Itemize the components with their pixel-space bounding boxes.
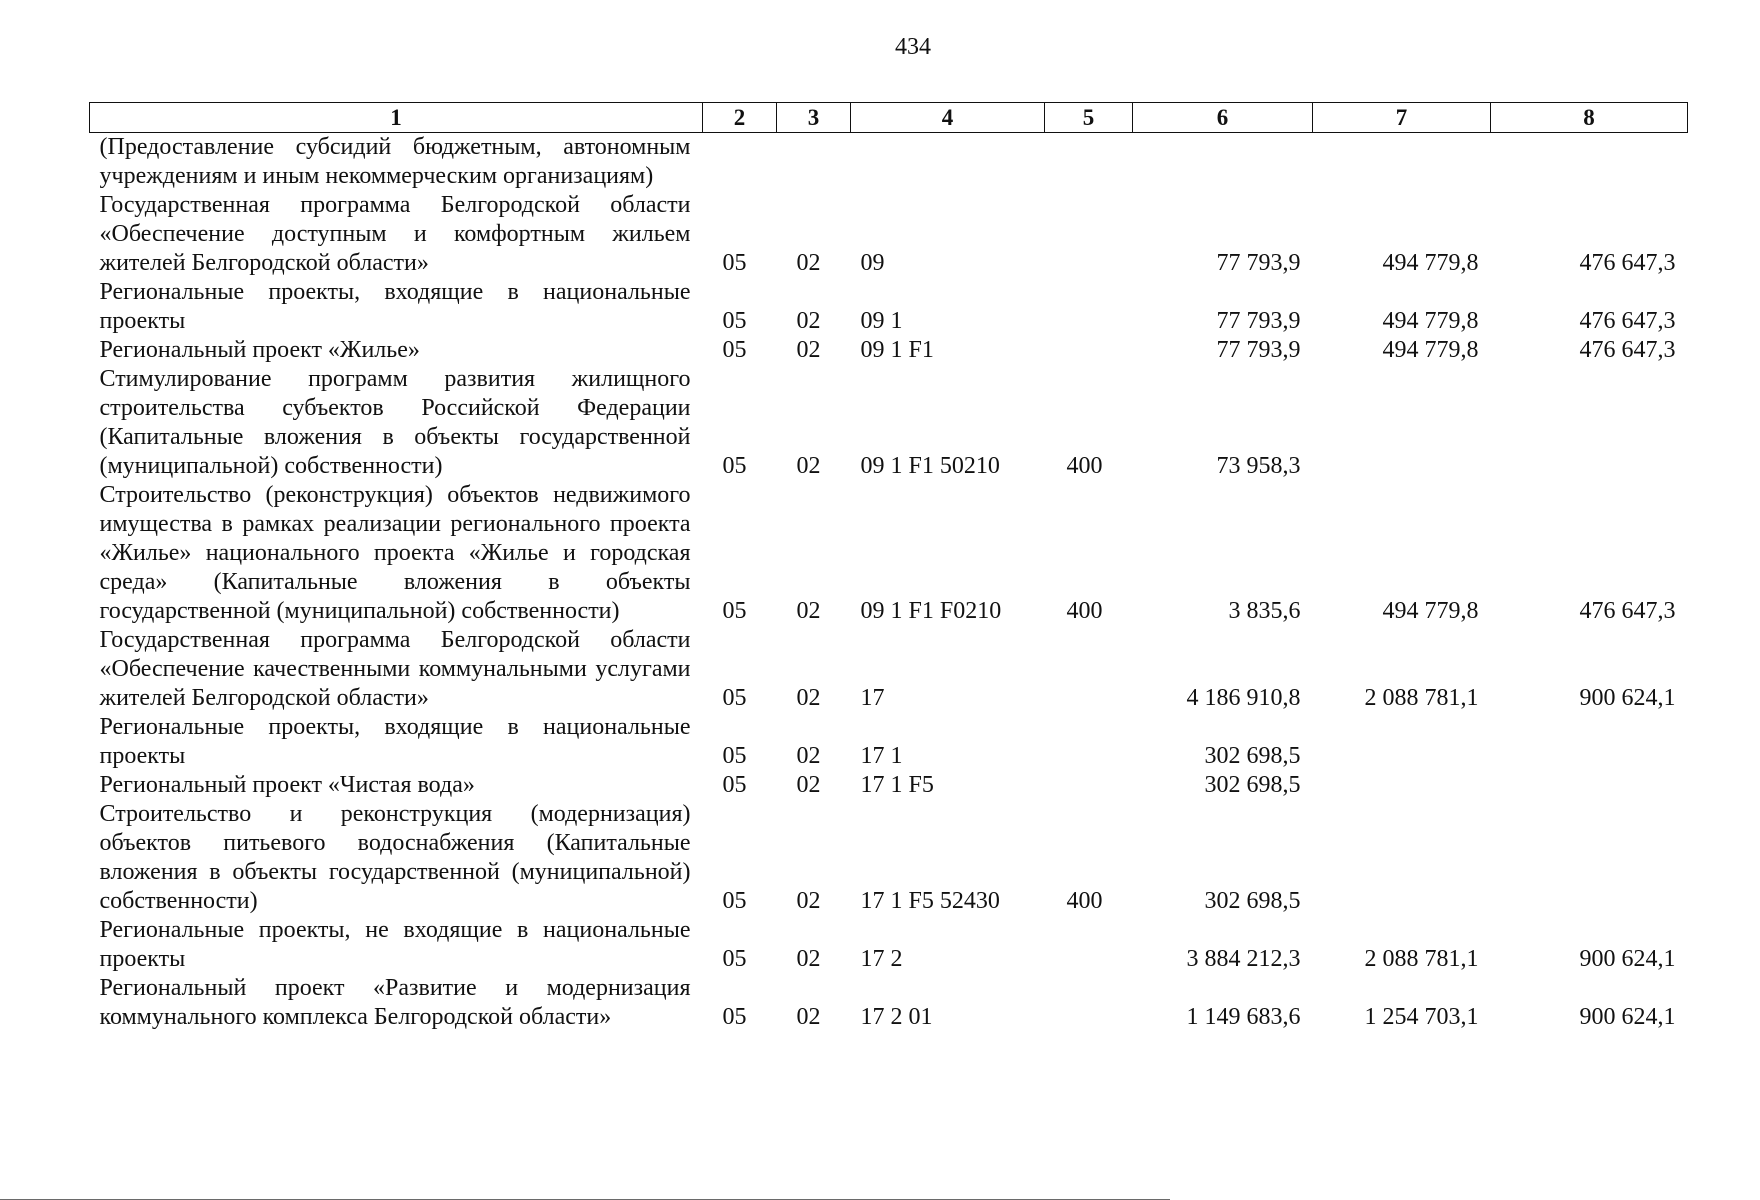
table-row [90,191,1688,278]
row-col-8: 476 647,3 [1579,308,1676,334]
budget-table [89,102,1688,1032]
row-col-7: 494 779,8 [1382,250,1479,276]
row-name: Строительство (реконструкция) объектов недвижимого имущества в рамках реализации регионального проекта «Жилье» национального проекта «Жилье и городская среда» (Капитальные вложения в объекты государственной (муниципальной) собственности) [99,482,691,624]
row-col-4: 17 1 [860,743,903,769]
row-col-7: 494 779,8 [1382,308,1479,334]
row-col-6: 302 698,5 [1204,772,1301,798]
row-col-2: 05 [722,743,747,769]
row-col-4: 17 1 F5 52430 [860,888,1000,914]
row-col-8: 476 647,3 [1579,598,1676,624]
row-col-6: 3 835,6 [1228,598,1301,624]
row-col-7: 2 088 781,1 [1364,946,1479,972]
row-col-7 [1313,365,1491,481]
row-name: Региональный проект «Чистая вода» [99,772,475,798]
table-row [90,365,1688,481]
row-name: (Предоставление субсидий бюджетным, автономным учреждениям и иным некоммерческим организациям) [99,134,691,189]
row-col-3: 02 [796,250,821,276]
row-col-7 [1313,800,1491,916]
row-col-2: 05 [722,946,747,972]
header-col-2: 2 [703,103,777,133]
row-col-4: 09 1 F1 [860,337,934,363]
table-row [90,800,1688,916]
page-number: 434 [895,34,931,60]
row-col-6: 77 793,9 [1216,308,1301,334]
table-header [90,103,1688,133]
row-col-3: 02 [796,772,821,798]
table-row [90,278,1688,336]
row-col-6: 4 186 910,8 [1186,685,1301,711]
row-col-2: 05 [722,250,747,276]
table-row [90,713,1688,771]
row-col-8: 900 624,1 [1579,1004,1676,1030]
table-row [90,916,1688,974]
row-name: Государственная программа Белгородской области «Обеспечение качественными коммунальными услугами жителей Белгородской области» [99,627,691,711]
row-col-4: 09 1 F1 50210 [860,453,1000,479]
row-col-3: 02 [796,1004,821,1030]
row-name: Стимулирование программ развития жилищного строительства субъектов Российской Федерации (Капитальные вложения в объекты государственной (муниципальной) собственности) [99,366,691,479]
row-col-6 [1133,133,1313,192]
row-col-5 [1045,916,1133,974]
row-name: Региональные проекты, входящие в национальные проекты [99,714,691,769]
row-col-7: 2 088 781,1 [1364,685,1479,711]
row-col-4: 09 1 [860,308,903,334]
row-col-6: 1 149 683,6 [1186,1004,1301,1030]
table-row [90,771,1688,800]
header-col-5: 5 [1045,103,1133,133]
row-col-5 [1045,133,1133,192]
row-col-2: 05 [722,453,747,479]
row-col-2: 05 [722,1004,747,1030]
row-col-5 [1045,974,1133,1032]
row-col-8: 476 647,3 [1579,250,1676,276]
row-col-2: 05 [722,772,747,798]
row-col-8: 900 624,1 [1579,946,1676,972]
row-col-2: 05 [722,337,747,363]
row-col-2: 05 [722,888,747,914]
table-row [90,626,1688,713]
table-row [90,481,1688,626]
header-col-6: 6 [1133,103,1313,133]
row-col-2: 05 [722,308,747,334]
row-col-6: 73 958,3 [1216,453,1301,479]
row-col-6: 302 698,5 [1204,888,1301,914]
row-col-3: 02 [796,308,821,334]
row-name: Государственная программа Белгородской области «Обеспечение доступным и комфортным жильем жителей Белгородской области» [99,192,691,276]
row-name: Региональный проект «Жилье» [99,337,420,363]
row-col-8: 476 647,3 [1579,337,1676,363]
row-name: Региональные проекты, входящие в национальные проекты [99,279,691,334]
row-col-7 [1313,771,1491,800]
row-col-4: 17 2 [860,946,903,972]
row-col-7: 1 254 703,1 [1364,1004,1479,1030]
row-col-2: 05 [722,598,747,624]
row-col-3: 02 [796,743,821,769]
row-col-2: 05 [722,685,747,711]
row-col-7 [1313,133,1491,192]
table-body [90,133,1688,1033]
row-col-7: 494 779,8 [1382,598,1479,624]
header-col-4: 4 [851,103,1045,133]
row-col-4: 09 [860,250,885,276]
row-col-8 [1491,771,1688,800]
row-col-5 [1045,771,1133,800]
row-col-4 [851,133,1045,192]
row-col-5 [1045,191,1133,278]
row-col-3: 02 [796,888,821,914]
row-name: Региональные проекты, не входящие в национальные проекты [99,917,691,972]
row-col-7: 494 779,8 [1382,337,1479,363]
row-col-8 [1491,365,1688,481]
row-col-4: 17 2 01 [860,1004,933,1030]
row-col-3: 02 [796,337,821,363]
row-col-3: 02 [796,685,821,711]
row-col-3: 02 [796,946,821,972]
row-col-8: 900 624,1 [1579,685,1676,711]
row-col-5 [1045,336,1133,365]
table-row [90,336,1688,365]
header-col-8: 8 [1491,103,1688,133]
header-col-3: 3 [777,103,851,133]
table-row [90,133,1688,192]
row-col-6: 3 884 212,3 [1186,946,1301,972]
row-col-8 [1491,133,1688,192]
row-col-7 [1313,713,1491,771]
row-col-4: 17 [860,685,885,711]
row-col-5: 400 [1066,453,1103,479]
row-name: Региональный проект «Развитие и модернизация коммунального комплекса Белгородской области» [99,975,691,1030]
row-col-2 [703,133,777,192]
table-row [90,974,1688,1032]
row-col-8 [1491,713,1688,771]
row-col-4: 09 1 F1 F0210 [860,598,1002,624]
row-col-8 [1491,800,1688,916]
row-col-5: 400 [1066,888,1103,914]
row-col-5 [1045,713,1133,771]
row-col-6: 77 793,9 [1216,250,1301,276]
row-col-5 [1045,278,1133,336]
row-name: Строительство и реконструкция (модернизация) объектов питьевого водоснабжения (Капитальные вложения в объекты государственной (муниципальной) собственности) [99,801,691,914]
header-col-1: 1 [90,103,703,133]
row-col-6: 302 698,5 [1204,743,1301,769]
row-col-3: 02 [796,453,821,479]
row-col-6: 77 793,9 [1216,337,1301,363]
budget-table-container [89,102,1687,1032]
header-col-7: 7 [1313,103,1491,133]
row-col-4: 17 1 F5 [860,772,934,798]
row-col-3 [777,133,851,192]
header-row [90,103,1688,133]
row-col-5: 400 [1066,598,1103,624]
row-col-5 [1045,626,1133,713]
row-col-3: 02 [796,598,821,624]
